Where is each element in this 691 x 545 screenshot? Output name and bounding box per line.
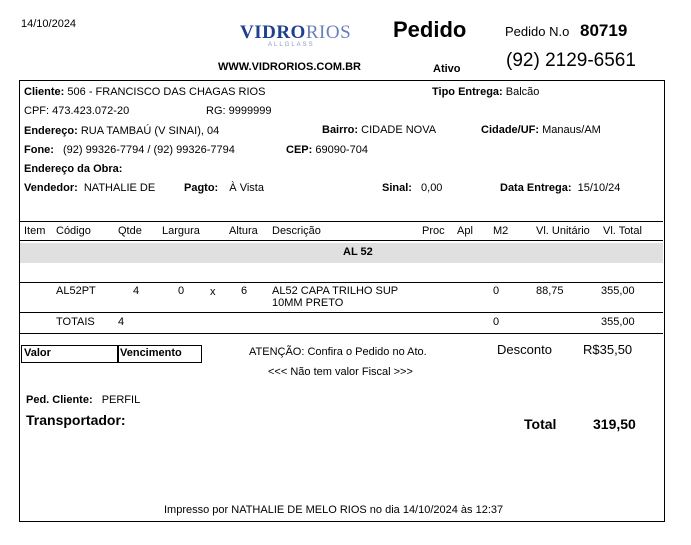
- row-codigo: AL52PT: [56, 285, 96, 297]
- col-largura: Largura: [162, 225, 200, 237]
- print-date: 14/10/2024: [21, 18, 77, 30]
- row-altura: 6: [241, 285, 248, 297]
- vencimento-box: [117, 345, 202, 363]
- col-qtde: Qtde: [118, 225, 142, 237]
- cep-label: CEP:: [286, 144, 313, 156]
- client-rg: RG: 9999999: [206, 105, 272, 117]
- row-x: x: [210, 286, 216, 298]
- neighborhood: [322, 124, 436, 136]
- delivery-type-value: Balcão: [505, 86, 540, 98]
- cep: [286, 144, 368, 156]
- order-number: 80719: [580, 21, 628, 40]
- seller-row: [24, 182, 155, 194]
- delivery-date: [500, 182, 620, 194]
- totals-qtde: 4: [118, 316, 125, 328]
- payment-method: [184, 182, 264, 194]
- totals-m2: 0: [493, 316, 500, 328]
- totals-label: TOTAIS: [56, 316, 95, 328]
- total-label: Total: [524, 416, 557, 432]
- seller-label: Vendedor:: [24, 182, 78, 194]
- cep-value: 69090-704: [315, 144, 368, 156]
- client-order-value: PERFIL: [101, 394, 141, 406]
- status-badge: Ativo: [433, 63, 461, 75]
- attention-note: ATENÇÃO: Confira o Pedido no Ato.: [249, 346, 427, 358]
- client-value: 506 - FRANCISCO DAS CHAGAS RIOS: [67, 86, 266, 98]
- printed-by: Impresso por NATHALIE DE MELO RIOS no dia 14/10/2024 às 12:37: [164, 504, 504, 516]
- website: WWW.VIDRORIOS.COM.BR: [218, 61, 361, 73]
- phone-value: (92) 99326-7794 / (92) 99326-7794: [63, 144, 235, 156]
- work-address-label: Endereço da Obra:: [24, 163, 123, 175]
- col-proc: Proc: [422, 225, 445, 237]
- logo-accent: RIOS: [305, 22, 352, 43]
- vencimento-label: Vencimento: [120, 347, 182, 359]
- row-descricao-1: AL52 CAPA TRILHO SUP: [272, 285, 399, 297]
- section-header: [20, 243, 663, 263]
- col-descricao: Descrição: [272, 225, 321, 237]
- row-vl-unitario: 88,75: [536, 285, 564, 297]
- discount-label: Desconto: [497, 342, 552, 357]
- valor-label: Valor: [24, 347, 51, 359]
- logo-sub: ALLGLASS: [268, 42, 315, 48]
- payment-method-label: Pagto:: [184, 182, 219, 194]
- discount-value: R$35,50: [583, 342, 633, 357]
- client-order-row: [26, 394, 140, 406]
- valor-box: [21, 345, 119, 363]
- total-value: 319,50: [593, 416, 636, 432]
- company-phone: (92) 2129-6561: [506, 50, 636, 71]
- fiscal-note: <<< Não tem valor Fiscal >>>: [268, 366, 413, 378]
- client-cpf: CPF: 473.423.072-20: [24, 105, 130, 117]
- totals-vl-total: 355,00: [601, 316, 635, 328]
- carrier-label: Transportador:: [26, 412, 126, 428]
- order-number-label: Pedido N.o: [505, 24, 570, 39]
- phone-row: [24, 144, 235, 156]
- row-m2: 0: [493, 285, 500, 297]
- delivery-date-value: 15/10/24: [577, 182, 621, 194]
- row-vl-total: 355,00: [601, 285, 635, 297]
- client-order-label: Ped. Cliente:: [26, 394, 93, 406]
- company-logo: [240, 22, 351, 48]
- client-row: [24, 86, 265, 98]
- document-title: Pedido: [393, 17, 467, 42]
- col-altura: Altura: [229, 225, 258, 237]
- client-label: Cliente:: [24, 86, 65, 98]
- row-qtde: 4: [133, 285, 140, 297]
- col-codigo: Código: [56, 225, 91, 237]
- section-title: AL 52: [343, 246, 373, 258]
- deposit: [382, 182, 442, 194]
- delivery-type: [432, 86, 539, 98]
- col-vl-total: Vl. Total: [603, 225, 642, 237]
- payment-method-value: À Vista: [229, 182, 264, 194]
- col-vl-unitario: Vl. Unitário: [536, 225, 590, 237]
- address-value: RUA TAMBAÚ (V SINAI), 04: [80, 125, 220, 137]
- neighborhood-label: Bairro:: [322, 124, 359, 136]
- city-value: Manaus/AM: [542, 124, 601, 136]
- address-row: [24, 125, 219, 137]
- divider: [20, 221, 663, 222]
- col-m2: M2: [493, 225, 509, 237]
- deposit-label: Sinal:: [382, 182, 412, 194]
- delivery-date-label: Data Entrega:: [500, 182, 572, 194]
- city: [481, 124, 601, 136]
- seller-value: NATHALIE DE: [83, 182, 156, 194]
- divider: [20, 312, 663, 313]
- col-apl: Apl: [457, 225, 473, 237]
- address-label: Endereço:: [24, 125, 78, 137]
- divider: [20, 333, 663, 334]
- logo-main: VIDRO: [240, 22, 306, 43]
- city-label: Cidade/UF:: [481, 124, 540, 136]
- neighborhood-value: CIDADE NOVA: [361, 124, 437, 136]
- divider: [20, 282, 663, 283]
- deposit-value: 0,00: [421, 182, 443, 194]
- row-descricao-2: 10MM PRETO: [272, 297, 344, 309]
- divider: [20, 240, 663, 241]
- phone-label: Fone:: [24, 144, 54, 156]
- delivery-type-label: Tipo Entrega:: [432, 86, 503, 98]
- col-item: Item: [24, 225, 46, 237]
- row-largura: 0: [178, 285, 185, 297]
